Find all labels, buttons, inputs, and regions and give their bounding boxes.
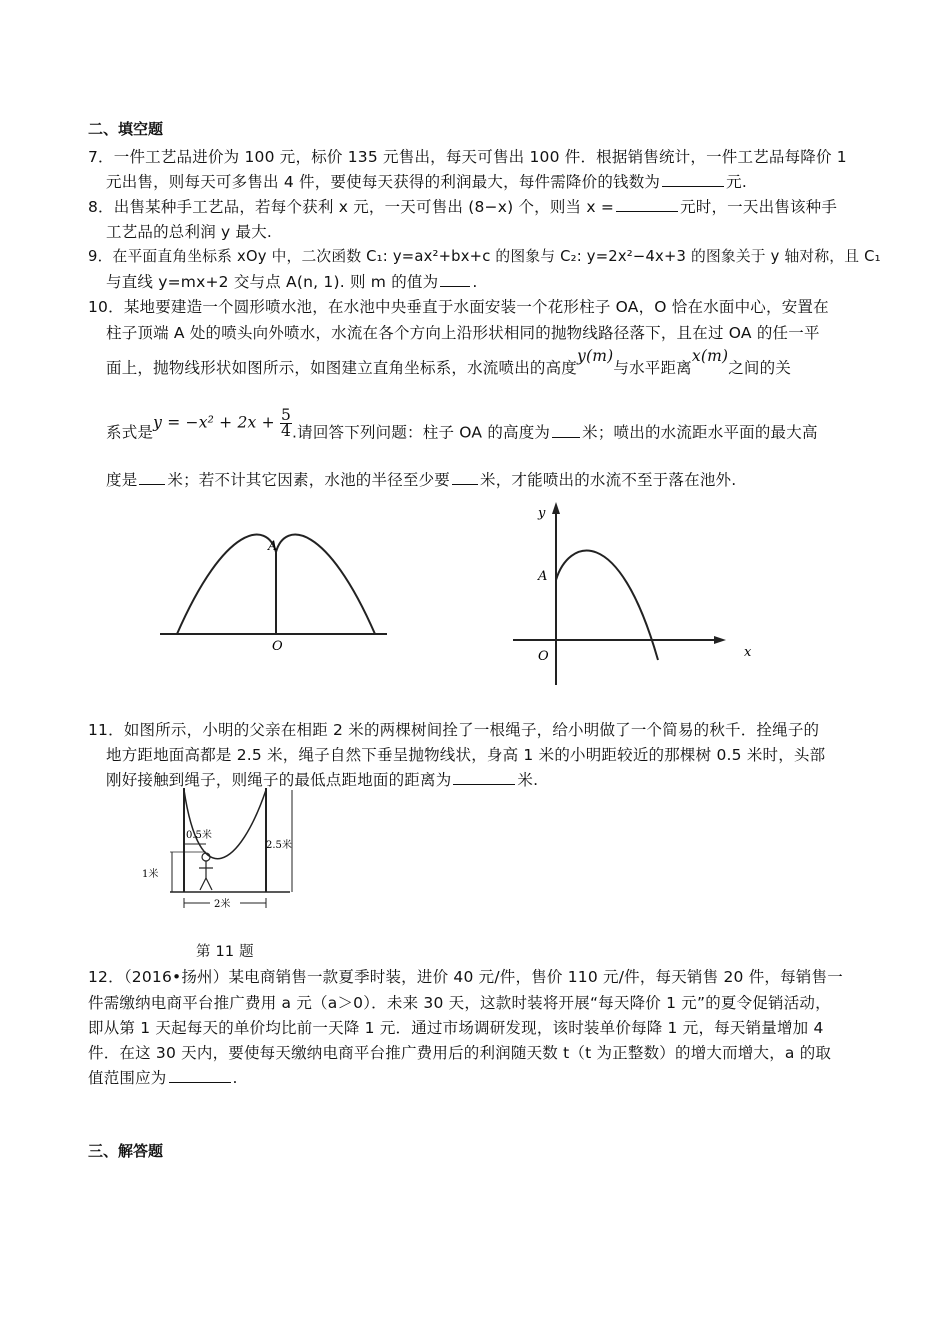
- q10-line-5: [106, 468, 736, 490]
- q11-unit: 米.: [517, 771, 539, 789]
- q11-line-1: 11．如图所示，小明的父亲在相距 2 米的两棵树间拴了一根绳子，给小明做了一个简易的秋千．拴绳子的: [88, 721, 820, 739]
- dim-2-label: 2米: [214, 899, 231, 910]
- figure-caption: 第 11 题: [196, 944, 254, 960]
- q11-line-2: 地方距地面高都是 2.5 米，绳子自然下垂呈抛物线状，身高 1 米的小明距较近的那棵树 0.5 米时，头部: [106, 746, 826, 764]
- right-parabola: [276, 535, 375, 634]
- dim-25-label: 2.5米: [266, 840, 292, 851]
- q10-y-unit: y(m): [577, 347, 614, 365]
- y-axis-arrow: [552, 502, 560, 514]
- q10-formula: [153, 408, 292, 439]
- q11-text: 刚好接触到绳子，则绳子的最低点距地面的距离为: [106, 771, 452, 789]
- q9-line-1: 9．在平面直角坐标系 xOy 中，二次函数 C₁: y=ax²+bx+c 的图象与 C₂: y=2x²−4x+3 的图象关于 y 轴对称，且 C₁: [88, 248, 881, 265]
- q9-text: 与直线 y=mx+2 交与点 A(n, 1). 则 m 的值为: [106, 273, 439, 291]
- point-o-label: O: [272, 639, 283, 654]
- q10-numerator: 5: [280, 406, 292, 424]
- q8-text-2: 元时，一天出售该种手: [680, 198, 838, 216]
- q12-text: 值范围应为: [88, 1069, 167, 1087]
- q10-denominator: 4: [280, 422, 292, 440]
- parabola-graph: [508, 500, 758, 690]
- section-heading-answer: 三、解答题: [88, 1142, 164, 1160]
- q10-blank-1: [552, 423, 580, 438]
- q10-x-unit: x(m): [691, 347, 729, 365]
- q12-end: .: [232, 1069, 238, 1087]
- q8-line-2: 工艺品的总利润 y 最大.: [106, 223, 273, 241]
- q10-text-e: .请回答下列问题：柱子 OA 的高度为: [292, 423, 551, 442]
- q9-end: .: [472, 273, 478, 291]
- point-a-label: A: [268, 539, 278, 554]
- q8-text: 8．出售某种手工艺品，若每个获利 x 元，一天可售出 (8−x) 个，则当 x =: [88, 198, 615, 216]
- q10-blank-3: [452, 470, 478, 485]
- origin-label: O: [538, 649, 549, 664]
- q7-text: 元出售，则每天可多售出 4 件，要使每天获得的利润最大，每件需降价的钱数为: [106, 173, 661, 191]
- q8-line-1: [88, 195, 837, 217]
- q7-answer-blank: [662, 172, 724, 187]
- q12-line-2: 件需缴纳电商平台推广费用 a 元（a＞0）．未来 30 天，这款时装将开展“每天降价 1 元”的夏令促销活动，: [88, 994, 831, 1012]
- q7-line-2: [106, 170, 747, 192]
- rope-curve: [184, 790, 266, 859]
- fountain-figure: [155, 530, 395, 655]
- q10-text-b: 与水平距离: [613, 359, 692, 377]
- left-parabola: [177, 535, 276, 634]
- q12-line-5: [88, 1066, 238, 1088]
- q7-line-1: 7．一件工艺品进价为 100 元，标价 135 元售出，每天可售出 100 件．根据销售统计，一件工艺品每降价 1: [88, 148, 847, 166]
- q10-text-d: 系式是: [106, 423, 154, 442]
- section-heading-fill-in: 二、填空题: [88, 120, 164, 138]
- q9-answer-blank: [440, 272, 470, 287]
- q10-text-g: 度是: [106, 471, 138, 489]
- q10-text-c: 之间的关: [728, 359, 792, 377]
- q10-formula-text: y = −x² + 2x +: [153, 413, 275, 432]
- q7-unit: 元.: [726, 173, 747, 191]
- y-axis-label: y: [538, 506, 546, 521]
- q11-answer-blank: [453, 770, 515, 785]
- dim-1-label: 1米: [142, 869, 159, 880]
- q12-line-1: 12．（2016•扬州）某电商销售一款夏季时装，进价 40 元/件，售价 110 元/件，每天销售 20 件，每销售一: [88, 968, 843, 986]
- x-axis-label: x: [744, 645, 752, 660]
- q10-line-1: 10．某地要建造一个圆形喷水池，在水池中央垂直于水面安装一个花形柱子 OA，O 恰在水面中心，安置在: [88, 298, 829, 316]
- dim-05-label: 0.5米: [186, 830, 212, 841]
- q12-line-3: 即从第 1 天起每天的单价均比前一天降 1 元．通过市场调研发现，该时装单价每降 1 元，每天销量增加 4: [88, 1019, 824, 1037]
- q12-answer-blank: [169, 1068, 231, 1083]
- q10-line-2: 柱子顶端 A 处的喷头向外喷水，水流在各个方向上沿形状相同的抛物线路径落下，且在过 OA 的任一平: [106, 324, 820, 342]
- q10-text-a: 面上，抛物线形状如图所示，如图建立直角坐标系，水流喷出的高度: [106, 359, 578, 377]
- swing-figure: [140, 786, 310, 911]
- q9-line-2: [106, 270, 477, 292]
- q10-line-4: [106, 406, 818, 449]
- person-right-leg: [206, 878, 212, 890]
- point-a-label: A: [538, 569, 548, 584]
- person-left-leg: [200, 878, 206, 890]
- q8-answer-blank: [616, 197, 678, 212]
- q10-fraction: [280, 408, 292, 439]
- q10-blank-2: [139, 470, 165, 485]
- x-axis-arrow: [714, 636, 726, 644]
- q12-line-4: 件．在这 30 天内，要使每天缴纳电商平台推广费用后的利润随天数 t（t 为正整数）的增大而增大，a 的取: [88, 1044, 832, 1062]
- q10-text-f: 米；喷出的水流距水平面的最大高: [582, 423, 818, 442]
- parabola-curve: [556, 551, 658, 660]
- q10-text-i: 米，才能喷出的水流不至于落在池外.: [480, 471, 737, 489]
- q10-text-h: 米；若不计其它因素，水池的半径至少要: [167, 471, 451, 489]
- q10-line-3: [106, 347, 792, 378]
